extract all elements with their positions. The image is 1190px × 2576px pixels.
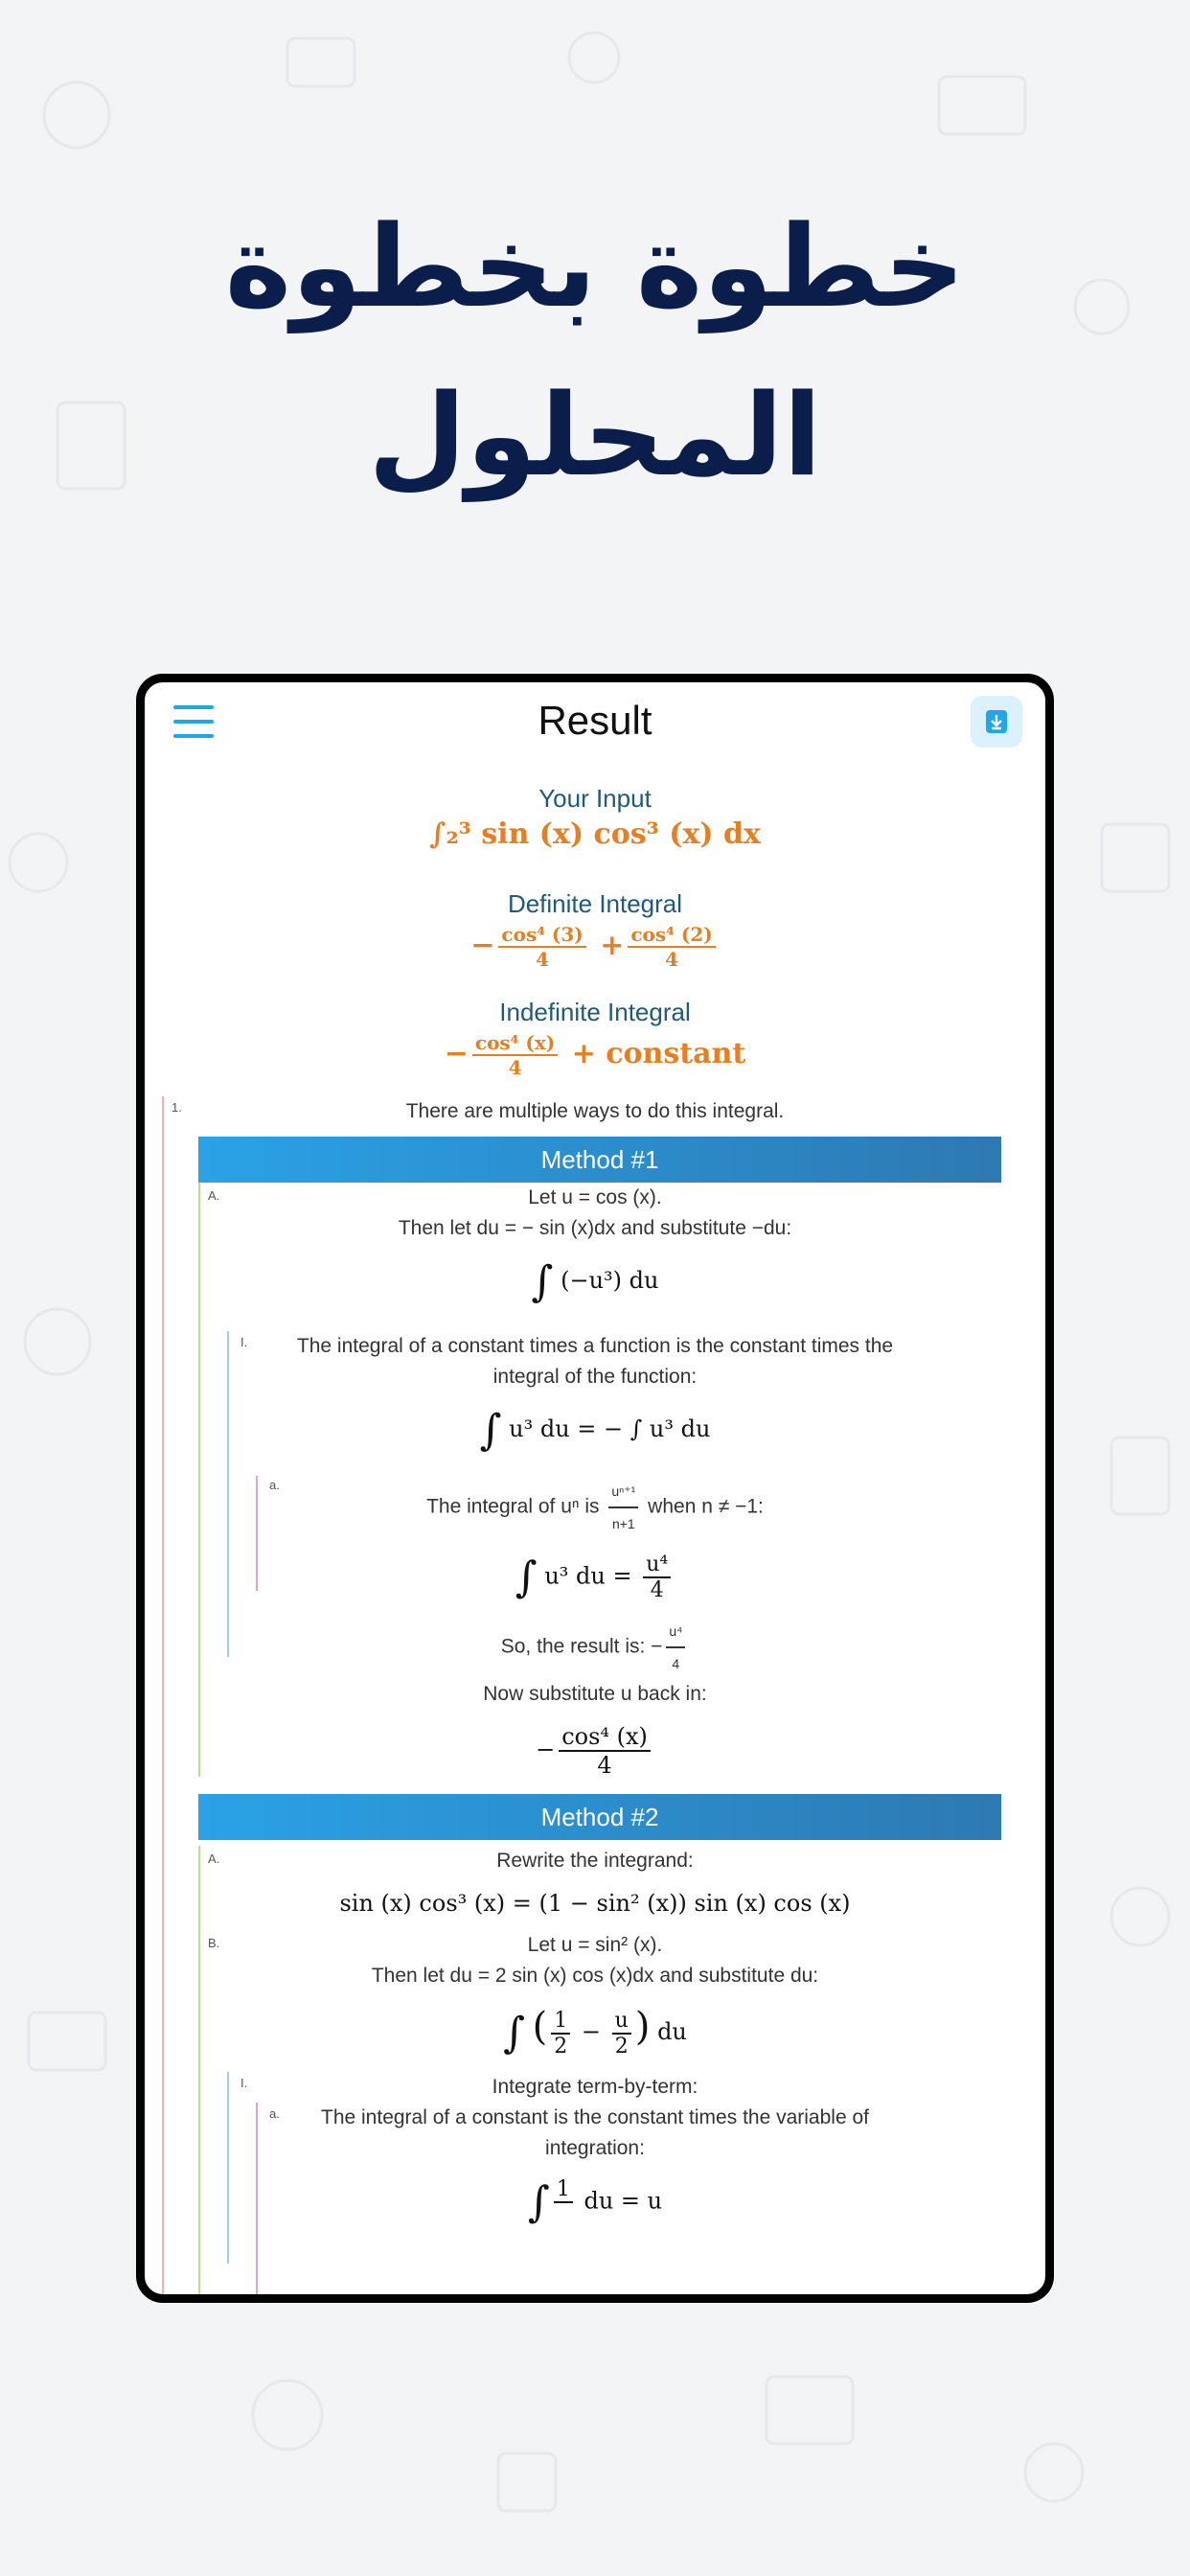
method2-step-b [145,1930,1045,2058]
method2-let: Let u = sin² (x). [527,1934,663,1956]
method1-a2-marker: a. [269,1478,280,1492]
your-input-math: ∫₂³ sin (x) cos³ (x) dx [429,817,761,851]
method1-integral-body: (−u³) du [561,1267,659,1294]
indefinite-tail: + constant [571,1037,746,1070]
method1-a2-prefix: The integral of uⁿ is [426,1495,600,1518]
method2-then: Then let du = 2 sin (x) cos (x)dx and substitute du: [371,1965,819,1987]
method2-last-u: u [647,2187,663,2214]
method1-body [145,1183,1045,1779]
method1-final-num: cos⁴ (x) [559,1723,651,1752]
indefinite-den: 4 [508,1056,522,1079]
method1-i-math-body: u³ du = − ∫ u³ du [509,1415,711,1442]
definite-den1: 4 [536,948,550,971]
method2-i-marker: I. [240,2075,248,2090]
method2-integral-den1: 2 [554,2034,568,2058]
indefinite-integral-label: Indefinite Integral [499,998,691,1026]
download-icon [985,709,1008,734]
method1-final: − $\frac{\text{cos⁴ (x)}}{4}$ [145,1723,1045,1779]
method2-term: Integrate term-by-term: [492,2075,698,2098]
method2-last-math: ∫ 1 du = u [527,2176,663,2226]
promo-headline-line1: خطوة بخطوة [224,200,966,333]
method2-a2-rail [256,2103,258,2294]
definite-integral-label: Definite Integral [507,889,683,918]
method2-integral: ∫ ( $\frac{1}{2}$ − $\frac{u}{2}$ ) du [503,2005,687,2058]
device-frame [136,674,1054,2303]
solution-steps [145,1096,1045,2227]
method1-sub-back: Now substitute u back in: [483,1683,707,1705]
method1-a2-math-den: 4 [650,1578,664,1602]
method1-result-prefix: So, the result is: − [500,1635,663,1658]
method1-result [145,1616,1045,1679]
method2-a2-marker: a. [269,2105,280,2121]
method1-a2-frac-den: n+1 [611,1516,635,1531]
promo-headline-line2: المحلول [368,369,822,501]
method1-let: Let u = cos (x). [528,1186,662,1208]
method1-a2-suffix: when n ≠ −1: [648,1495,764,1518]
method2-substep-i [145,2072,1045,2227]
method1-a2-math-num: u⁴ [643,1552,671,1578]
page-title: Result [538,698,652,743]
definite-num1: cos⁴ (3) [498,923,585,948]
method1-i-marker: I. [240,1335,248,1349]
indefinite-integral-math: − $\frac{\text{cos⁴ (x)}}{4}$ + constant [444,1031,746,1079]
method2-rewrite-math: sin (x) cos³ (x) = (1 − sin² (x)) sin (x) cos (x) [339,1890,851,1917]
method1-a-marker: A. [208,1188,220,1203]
method1-then: Then let du = − sin (x)dx and substitute −du: [398,1217,792,1239]
method1-a2-rail [256,1476,258,1591]
app-bar [145,682,1045,763]
method1-header[interactable]: Method #1 [198,1137,1001,1183]
step1-marker: 1. [172,1100,182,1115]
definite-den2: 4 [665,948,678,971]
method2-last-tail: du = [584,2187,641,2214]
definite-num2: cos⁴ (2) [628,923,715,948]
method1-integral: ∫ (−u³) du [531,1257,659,1306]
indefinite-num: cos⁴ (x) [472,1031,558,1056]
method2-const-text: The integral of a constant is the constant times the variable of integration: [321,2105,869,2159]
result-content [145,784,1045,2227]
method2-substep-a [145,2103,1045,2227]
method2-header[interactable]: Method #2 [198,1794,1001,1840]
method1-a2-math-lhs: u³ du = [544,1562,632,1590]
definite-integral-math: − $\frac{\text{cos⁴ (3)}}{4}$ + $\frac{\text{cos⁴ (2)}}{4}$ [145,923,1045,971]
method2-integral-den2: 2 [614,2034,629,2058]
method1-result-den: 4 [672,1656,680,1671]
method1-result-num: u⁴ [666,1616,685,1648]
method2-rewrite: Rewrite the integrand: [496,1850,694,1872]
method1-i-text: The integral of a constant times a function is the constant times the integral of the function: [296,1335,894,1388]
step1-text: There are multiple ways to do this integral. [405,1100,785,1122]
method1-final-den: 4 [597,1752,612,1779]
method2-a-marker: A. [208,1852,220,1866]
method2-integral-num2: u [612,2009,631,2035]
method1-substep-i [145,1331,1045,1679]
method2-last-num: 1 [554,2177,573,2203]
method2-b-marker: B. [208,1936,220,1950]
method2-integral-num1: 1 [551,2009,570,2035]
method2-body [145,1846,1045,2227]
download-button[interactable] [971,696,1022,748]
promo-headline [0,182,1190,519]
method1-a2-frac-num: uⁿ⁺¹ [608,1476,638,1508]
method1-a2-text [145,1476,1045,1539]
method1-i-math: ∫ u³ du = − ∫ u³ du [479,1406,711,1455]
method1-substep-a [145,1476,1045,1602]
your-input-label: Your Input [538,784,652,813]
method1-a2-math: ∫ u³ du = $\frac{\text{u⁴}}{4}$ [145,1552,1045,1602]
